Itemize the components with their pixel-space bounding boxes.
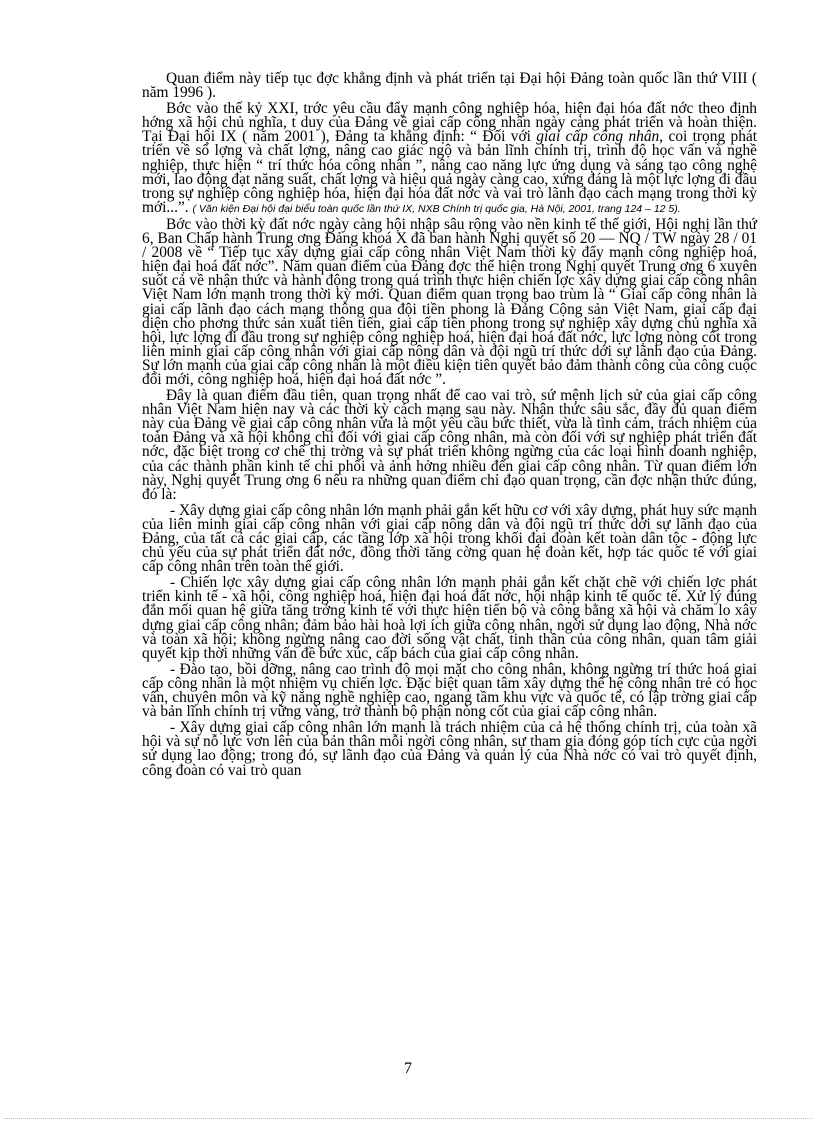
citation: ( Văn kiện Đại hội đại biểu toàn quốc lần thứ IX, NXB Chính trị quốc gia, Hà Nội, 2001, trang 124 – 12 5).: [192, 202, 681, 215]
paragraph-2-lead: Bớc vào thế kỷ XXI, trớc yêu cầu đẩy mạnh công nghiệp hóa, hiện đại hóa đất nớc theo định hớng xã hội chủ nghĩa, t duy của Đảng về giai cấp công nhân ngày càng phát triển và hoàn thiện. Tại Đại hội IX ( năm 2001 ), Đảng ta khẳng định: “ Đối với: [142, 100, 757, 146]
page-number: 7: [404, 1060, 412, 1077]
bullet-item-1: - Xây dựng giai cấp công nhân lớn mạnh phải gắn kết hữu cơ với xây dựng, phát huy sức mạnh của liên minh giai cấp công nhân với giai cấp nông dân và đội ngũ trí thức dới sự lãnh đạo của Đảng, của tất cả các giai cấp, các tầng lớp xã hội trong khối đại đoàn kết toàn dân tộc - động lực chủ yếu của sự phát triển đất nớc, đồng thời tăng cờng quan hệ đoàn kết, hợp tác quốc tế với giai cấp công nhân trên toàn thế giới.: [142, 501, 757, 576]
paragraph-2-quote: , coi trọng phát triển về số lợng và chất lợng, nâng cao giác ngộ và bản lĩnh chính trị, trình độ học vấn và nghề nghiệp, thực hiện “ trí thức hóa công nhân ”, nâng cao năng lực ứng dụng và sáng tạo công nghệ mới, lao động đạt năng suất, chất lợng và hiệu quả ngày càng cao, xứng đáng là một lực lợng đi đầu trong sự nghiệp công nghiệp hóa, hiện đại hóa đất nớc và vai trò lãnh đạo cách mạng trong thời kỳ mới...”.: [142, 128, 758, 216]
paragraph-4: Đây là quan điểm đầu tiên, quan trọng nhất để cao vai trò, sứ mệnh lịch sử của giai cấp công nhân Việt Nam hiện nay và các thời kỳ cách mạng sau này. Nhận thức sâu sắc, đầy đủ quan điểm này của Đảng về giai cấp công nhân vừa là một yêu cầu bức thiết, vừa là tình cảm, trách nhiệm của toàn Đảng và xã hội không chỉ đối với giai cấp công nhân, mà còn đối với sự nghiệp phát triển đất nớc, đặc biệt trong cơ chế thị trờng và sự phát triển không ngừng của các loại hình doanh nghiệp, của các thành phần kinh tế chi phối và ảnh hởng nhiều đến giai cấp công nhân. Từ quan điểm lớn này, Nghị quyết Trung ơng 6 nêu ra những quan điểm chỉ đạo quan trọng, cần đợc nhận thức đúng, đó là:: [142, 387, 757, 503]
paragraph-1: Quan điểm này tiếp tục đợc khẳng định và phát triển tại Đại hội Đảng toàn quốc lần thứ VIII ( năm 1996 ).: [142, 70, 757, 102]
bullet-item-2: - Chiến lợc xây dựng giai cấp công nhân lớn mạnh phải gắn kết chặt chẽ với chiến lợc phát triển kinh tế - xã hội, công nghiệp hoá, hiện đại hoá đất nớc, hội nhập kinh tế quốc tế. Xử lý đúng đắn mối quan hệ giữa tăng trởng kinh tế với thực hiện tiến bộ và công bằng xã hội và chăm lo xây dựng giai cấp công nhân; đảm bảo hài hoà lợi ích giữa công nhân, ngời sử dụng lao động, Nhà nớc và toàn xã hội; không ngừng nâng cao đời sống vật chất, tinh thần của công nhân, quan tâm giải quyết kịp thời những vấn đề bức xúc, cấp bách của giai cấp công nhân.: [142, 574, 757, 662]
bullet-item-3: - Đào tạo, bồi dỡng, nâng cao trình độ mọi mặt cho công nhân, không ngừng trí thức hoá giai cấp công nhân là một nhiệm vụ chiến lợc. Đặc biệt quan tâm xây dựng thế hệ công nhân trẻ có học vấn, chuyên môn và kỹ năng nghề nghiệp cao, ngang tầm khu vực và quốc tế, có lập trờng giai cấp và bản lĩnh chính trị vững vàng, trở thành bộ phận nòng cốt của giai cấp công nhân.: [142, 660, 757, 721]
bullet-item-4: - Xây dựng giai cấp công nhân lớn mạnh là trách nhiệm của cả hệ thống chính trị, của toàn xã hội và sự nỗ lực vơn lên của bản thân mỗi ngời công nhân, sự tham gia đóng góp tích cực của ngời sử dụng lao động; trong đó, sự lãnh đạo của Đảng và quản lý của Nhà nớc có vai trò quyết định, công đoàn có vai trò quan: [142, 719, 757, 779]
paragraph-2: [142, 102, 757, 216]
document-body: [142, 72, 757, 780]
paragraph-2-italic: giai cấp công nhân: [536, 128, 660, 146]
paragraph-3: Bớc vào thời kỳ đất nớc ngày càng hội nhập sâu rộng vào nền kinh tế thế giới, Hội nghị lần thứ 6, Ban Chấp hành Trung ơng Đảng khoá X đã ban hành Nghị quyết số 20 — NQ / TW ngày 28 / 01 / 2008 về “ Tiếp tục xây dựng giai cấp công nhân Việt Nam thời kỳ đẩy mạnh công nghiệp hoá, hiện đại hoá đất nớc”. Năm quan điểm của Đảng đợc thể hiện trong Nghị quyết Trung ơng 6 xuyên suốt cả về nhận thức và hành động trong quá trình thực hiện chiến lợc xây dựng giai cấp công nhân Việt Nam lớn mạnh trong thời kỳ mới. Quan điểm quan trọng bao trùm là “ Giai cấp công nhân là giai cấp lãnh đạo cách mạng thông qua đội tiền phong là Đảng Cộng sản Việt Nam, giai cấp đại diện cho phơng thức sản xuất tiên tiến, giai cấp tiên phong trong sự nghiệp xây dựng chủ nghĩa xã hội, lực lợng đi đầu trong sự nghiệp công nghiệp hoá, hiện đại hoá đất nớc, lực lợng nòng cốt trong liên minh giai cấp công nhân với giai cấp nông dân và đội ngũ trí thức dới sự lãnh đạo của Đảng. Sự lớn mạnh của giai cấp công nhân là một điều kiện tiên quyết bảo đảm thành công của công cuộc đổi mới, công nghiệp hoá, hiện đại hoá đất nớc ”.: [142, 215, 757, 388]
